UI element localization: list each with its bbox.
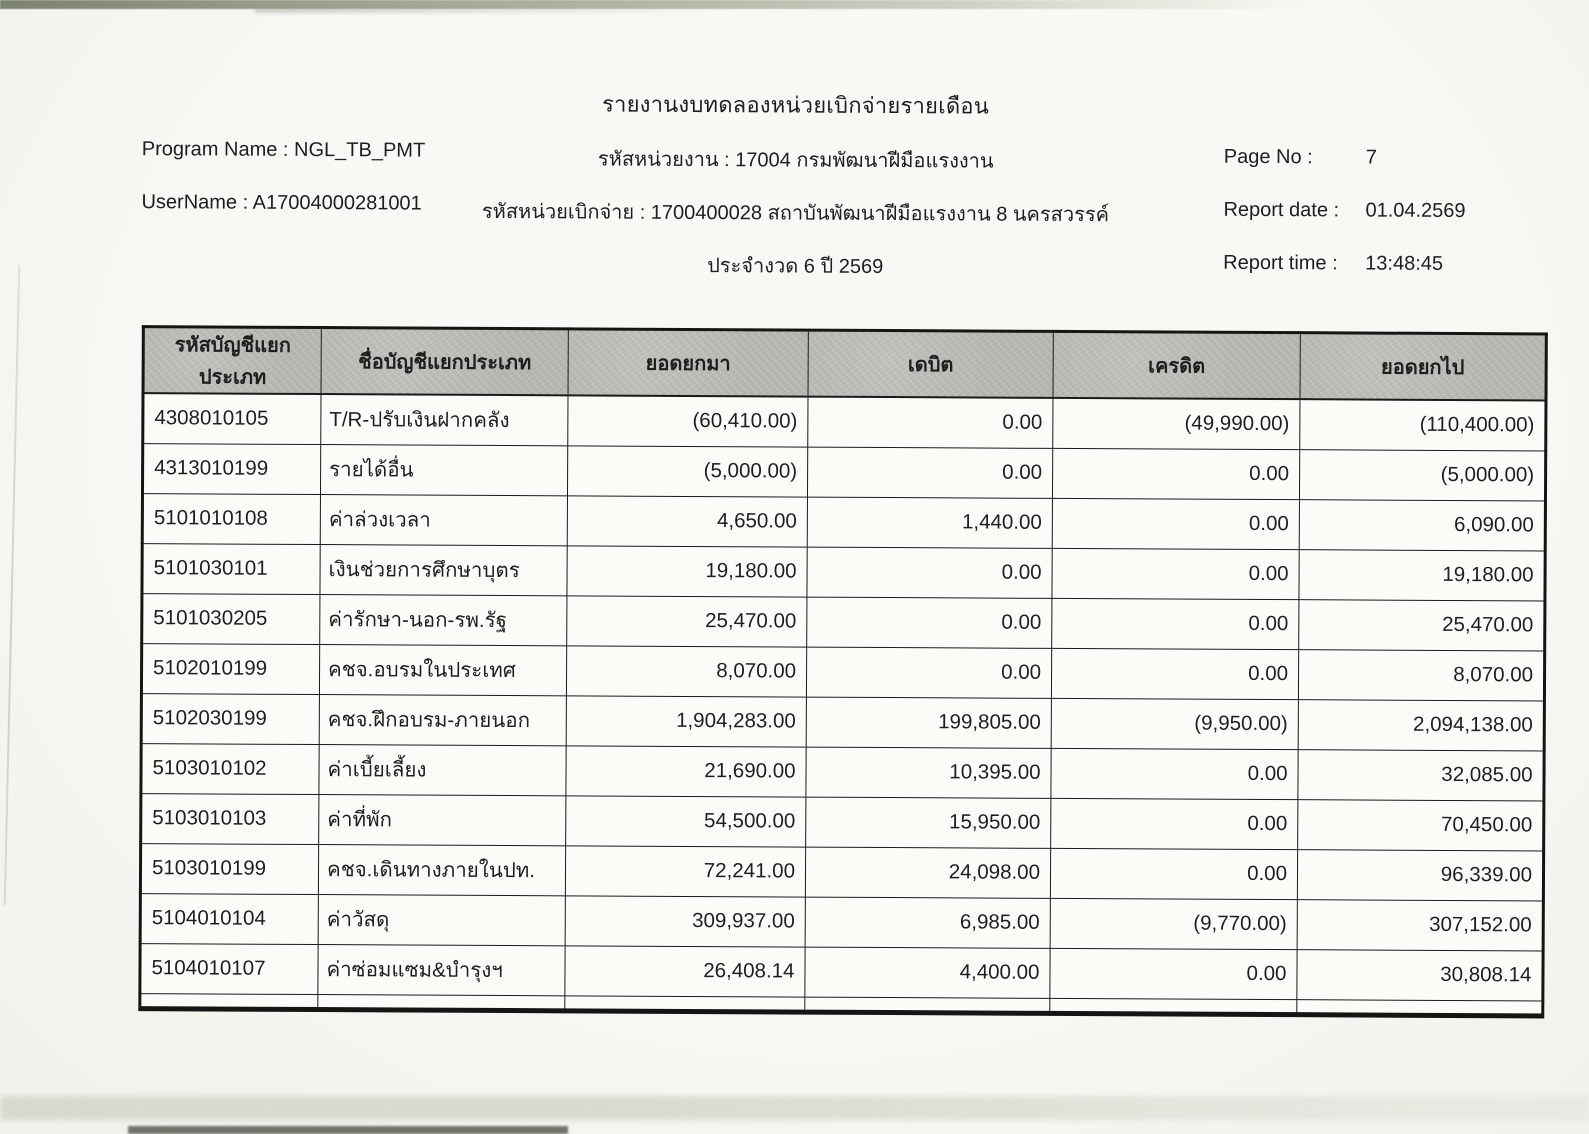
report-date-label: Report date : xyxy=(1223,198,1340,222)
amount-cell: (9,770.00) xyxy=(1050,898,1297,949)
column-header: เครดิต xyxy=(1053,331,1300,399)
amount-cell: (5,000.00) xyxy=(567,445,807,496)
amount-cell: 0.00 xyxy=(806,647,1051,698)
amount-cell: 1,440.00 xyxy=(807,497,1052,548)
account-name-cell: เงินช่วยการศึกษาบุตร xyxy=(320,544,567,595)
account-name-cell: คชจ.เดินทางภายในปท. xyxy=(318,844,565,895)
amount-cell: 72,241.00 xyxy=(565,845,805,896)
empty-cell xyxy=(805,997,1050,1013)
account-name-cell: ค่ารักษา-นอก-รพ.รัฐ xyxy=(320,594,567,645)
report-date-value: 01.04.2569 xyxy=(1365,199,1466,223)
amount-cell: 0.00 xyxy=(807,597,1052,648)
report-time-label: Report time : xyxy=(1223,251,1338,275)
table-row xyxy=(142,593,1545,650)
report-title: รายงานงบทดลองหน่วยเบิกจ่ายรายเดือน xyxy=(601,91,990,119)
amount-cell: (49,990.00) xyxy=(1053,398,1300,449)
report-time-row xyxy=(1223,252,1465,277)
amount-cell: (110,400.00) xyxy=(1300,399,1546,450)
amount-cell: 199,805.00 xyxy=(806,697,1051,748)
page-number-label: Page No : xyxy=(1223,145,1313,169)
account-code-cell: 5104010107 xyxy=(140,943,318,994)
table-row xyxy=(142,443,1545,500)
amount-cell: 19,180.00 xyxy=(1299,549,1545,600)
amount-cell: 0.00 xyxy=(1051,648,1298,699)
meta-right-block xyxy=(1223,146,1466,306)
table-row xyxy=(141,693,1544,750)
empty-cell xyxy=(1050,998,1297,1014)
report-date-row xyxy=(1223,199,1465,224)
amount-cell: 10,395.00 xyxy=(806,747,1051,798)
amount-cell: 25,470.00 xyxy=(567,595,807,646)
empty-cell xyxy=(140,993,318,1009)
agency-code: รหัสหน่วยงาน : 17004 กรมพัฒนาฝีมือแรงงาน xyxy=(597,148,994,173)
amount-cell: 32,085.00 xyxy=(1298,749,1544,800)
amount-cell: 24,098.00 xyxy=(805,847,1050,898)
program-name: Program Name : NGL_TB_PMT xyxy=(141,138,426,162)
account-name-cell: คชจ.ฝึกอบรม-ภายนอก xyxy=(319,694,566,745)
table-row xyxy=(140,943,1543,1000)
amount-cell: 2,094,138.00 xyxy=(1298,699,1544,750)
table-row xyxy=(143,393,1546,450)
amount-cell: 96,339.00 xyxy=(1297,849,1543,900)
amount-cell: 1,904,283.00 xyxy=(566,695,806,746)
amount-cell: 0.00 xyxy=(1051,798,1298,849)
column-header: ยอดยกมา xyxy=(568,329,808,397)
column-header: รหัสบัญชีแยกประเภท xyxy=(143,327,321,394)
amount-cell: 30,808.14 xyxy=(1297,949,1543,1000)
table-row xyxy=(140,893,1543,950)
account-code-cell: 5103010199 xyxy=(140,843,318,894)
column-header: เดบิต xyxy=(808,330,1053,398)
account-name-cell: ค่าวัสดุ xyxy=(318,894,565,945)
table-body xyxy=(140,393,1546,1015)
amount-cell: 6,985.00 xyxy=(805,897,1050,948)
empty-cell xyxy=(1297,999,1543,1015)
account-name-cell: T/R-ปรับเงินฝากคลัง xyxy=(321,394,568,445)
column-header: ชื่อบัญชีแยกประเภท xyxy=(321,328,568,396)
empty-cell xyxy=(318,994,565,1010)
table-row xyxy=(141,643,1544,700)
amount-cell: 8,070.00 xyxy=(1298,649,1544,700)
amount-cell: 0.00 xyxy=(1052,598,1299,649)
report-table xyxy=(138,325,1548,1018)
meta-center-block xyxy=(400,141,1191,304)
user-name: UserName : A17004000281001 xyxy=(141,191,422,215)
account-code-cell: 4308010105 xyxy=(143,393,321,444)
table-row xyxy=(140,843,1543,900)
amount-cell: 0.00 xyxy=(1050,848,1297,899)
amount-cell: 70,450.00 xyxy=(1298,799,1544,850)
amount-cell: 0.00 xyxy=(1050,948,1297,999)
amount-cell: 0.00 xyxy=(1051,748,1298,799)
amount-cell: 0.00 xyxy=(808,397,1053,448)
disbursement-unit-code: รหัสหน่วยเบิกจ่าย : 1700400028 สถาบันพัฒนาฝีมือแรงงาน 8 นครสวรรค์ xyxy=(481,200,1110,227)
table-row xyxy=(141,793,1544,850)
account-name-cell: ค่าล่วงเวลา xyxy=(320,494,567,545)
amount-cell: (9,950.00) xyxy=(1051,698,1298,749)
amount-cell: 0.00 xyxy=(1052,498,1299,549)
table-row xyxy=(142,493,1545,550)
table-header-row xyxy=(143,327,1546,401)
amount-cell: 21,690.00 xyxy=(566,745,806,796)
empty-cell xyxy=(565,995,805,1011)
amount-cell: 54,500.00 xyxy=(566,795,806,846)
amount-cell: 8,070.00 xyxy=(566,645,806,696)
meta-left-block xyxy=(141,138,425,245)
amount-cell: 15,950.00 xyxy=(806,797,1051,848)
amount-cell: 6,090.00 xyxy=(1299,499,1545,550)
account-name-cell: ค่าซ่อมแซม&บำรุงฯ xyxy=(318,944,565,995)
amount-cell: 25,470.00 xyxy=(1299,599,1545,650)
account-code-cell: 5102030199 xyxy=(141,693,319,744)
amount-cell: 0.00 xyxy=(807,447,1052,498)
amount-cell: 0.00 xyxy=(807,547,1052,598)
amount-cell: 19,180.00 xyxy=(567,545,807,596)
table-row xyxy=(142,543,1545,600)
amount-cell: 26,408.14 xyxy=(565,945,805,996)
page-number-row xyxy=(1224,146,1466,171)
amount-cell: (5,000.00) xyxy=(1299,449,1545,500)
account-code-cell: 4313010199 xyxy=(142,443,320,494)
amount-cell: (60,410.00) xyxy=(568,395,808,446)
scan-edge-artifact-bottom xyxy=(0,1096,1589,1120)
amount-cell: 309,937.00 xyxy=(565,895,805,946)
report-time-value: 13:48:45 xyxy=(1365,252,1444,275)
account-name-cell: คชจ.อบรมในประเทศ xyxy=(319,644,566,695)
account-code-cell: 5104010104 xyxy=(140,893,318,944)
amount-cell: 4,400.00 xyxy=(805,947,1050,998)
account-name-cell: ค่าเบี้ยเลี้ยง xyxy=(319,744,566,795)
table-row xyxy=(141,743,1544,800)
amount-cell: 0.00 xyxy=(1052,548,1299,599)
account-code-cell: 5101030101 xyxy=(142,543,320,594)
scan-edge-artifact-bottom-left xyxy=(128,1126,568,1134)
account-code-cell: 5103010102 xyxy=(141,743,319,794)
column-header: ยอดยกไป xyxy=(1300,333,1546,401)
accounting-period: ประจำงวด 6 ปี 2569 xyxy=(707,255,884,278)
account-code-cell: 5101030205 xyxy=(142,593,320,644)
page-number-value: 7 xyxy=(1365,146,1377,169)
amount-cell: 307,152.00 xyxy=(1297,899,1543,950)
account-code-cell: 5103010103 xyxy=(141,793,319,844)
account-name-cell: รายได้อื่น xyxy=(320,444,567,495)
account-code-cell: 5102010199 xyxy=(141,643,319,694)
account-name-cell: ค่าที่พัก xyxy=(319,794,566,845)
account-code-cell: 5101010108 xyxy=(142,493,320,544)
amount-cell: 0.00 xyxy=(1052,448,1299,499)
amount-cell: 4,650.00 xyxy=(567,495,807,546)
